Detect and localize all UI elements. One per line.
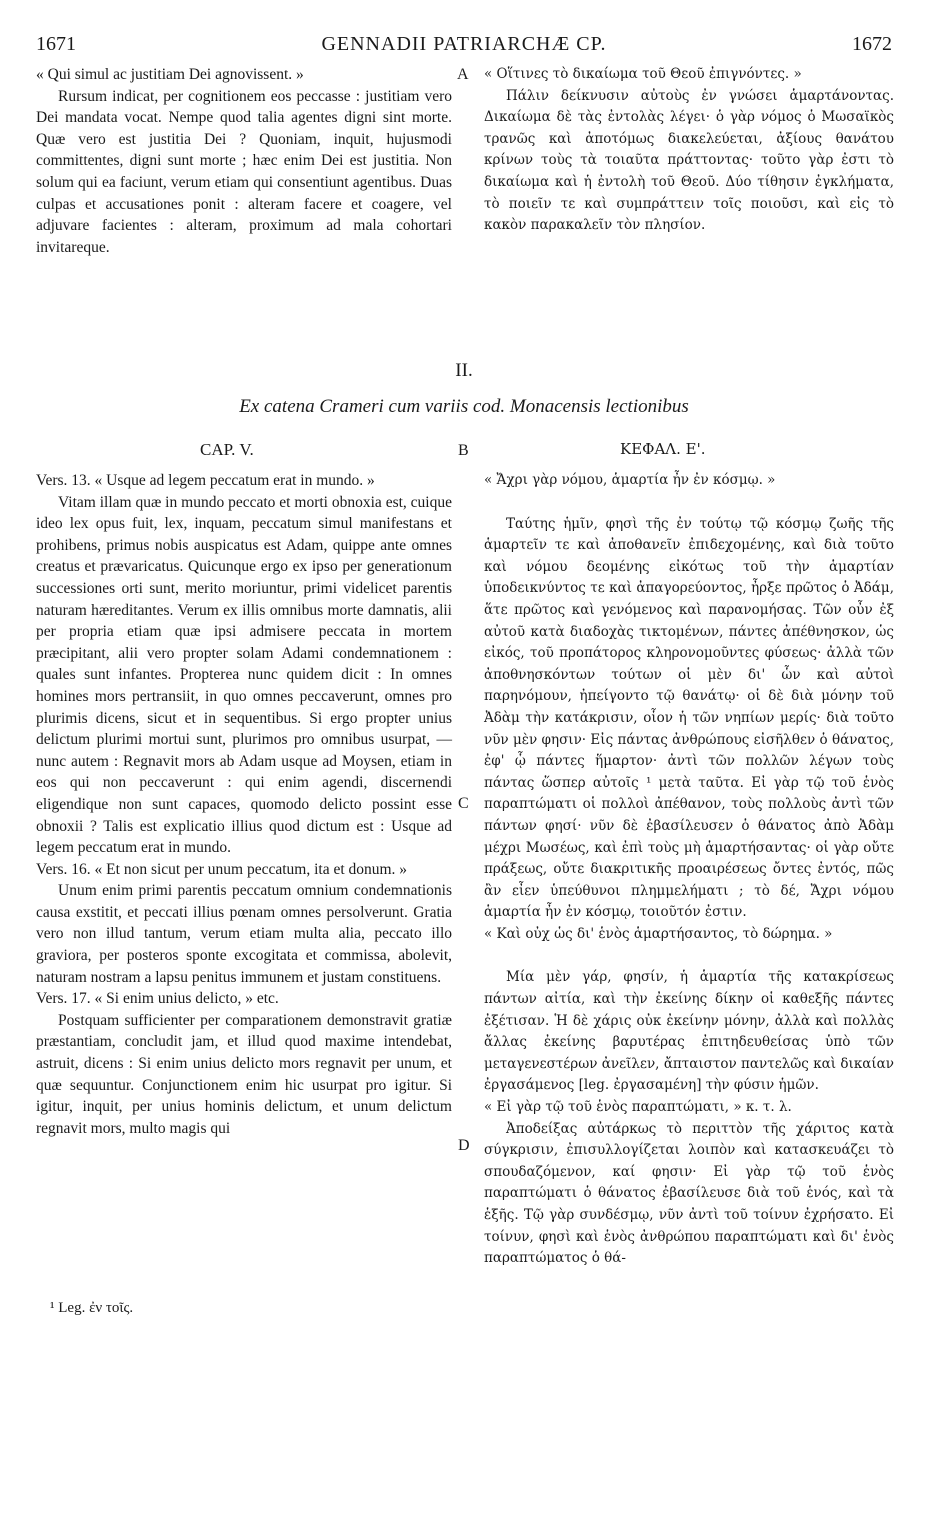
latin-paragraph: Unum enim primi parentis peccatum omnium condemnationis causa exstitit, et peccati illius pœnam omnes persolverunt. Gratia vero non illud tantum, verum etiam multa alia, peccato illo graviora, per posteros sponte excogitata et commissa, abolevit, naturam nostram a lapsu penitus immunem et justam constituens.: [36, 882, 452, 986]
running-title: GENNADII PATRIARCHÆ CP.: [321, 33, 607, 55]
latin-verse: Vers. 13. « Usque ad legem peccatum erat in mundo. »: [36, 472, 375, 489]
page-number-left: 1671: [36, 33, 76, 55]
footnote: ¹ Leg. ἐν τοῖς.: [50, 1300, 134, 1316]
page-number-right: 1672: [852, 33, 892, 55]
latin-paragraph: « Qui simul ac justitiam Dei agnovissent. »: [36, 66, 304, 83]
latin-verse: Vers. 16. « Et non sicut per unum peccatum, ita et donum. »: [36, 860, 408, 878]
greek-paragraph: Πάλιν δείκνυσιν αὐτοὺς ἐν γνώσει ἁμαρτάνοντας. Δικαίωμα δὲ τὰς ἐντολὰς λέγει· ὁ γὰρ νόμος ὁ Μωσαϊκὸς τρανῶς καὶ ἀποτόμως διακελεύεται, ἀξίους θανάτου κρίνων τοὺς τὰ τοιαῦτα πράττοντας· τοῦτο γὰρ ἐστι τὸ δικαίωμα καὶ ἡ ἐντολὴ τοῦ Θεοῦ. Δύο τίθησιν ἐγκλήματα, τὸ ποιεῖν τε καὶ συμπράττειν τοῖς ποιοῦσι, καὶ εἰς τὸ κακὸν παρακαλεῖν τὸν πλησίον.: [484, 87, 894, 234]
section-title: Ex catena Crameri cum variis cod. Monacensis lectionibus: [239, 396, 689, 417]
chapter-heading-latin: CAP. V.: [200, 440, 254, 459]
greek-paragraph: Ταύτης ἡμῖν, φησὶ τῆς ἐν τούτῳ τῷ κόσμῳ ζωῆς τῆς ἁμαρτεῖν τε καὶ ἀποθανεῖν ἐπιδεχομένης, καὶ διὰ τοῦτο καὶ νόμου δεομένης εἰκότως τοῦ τὴν ἁμαρτίαν ὑποδεικνύντος τε καὶ ἀπαγορεύοντος, ἦρξε πρῶτος ὁ Ἀδάμ, ἅτε πρῶτος καὶ γενόμενος καὶ παρανομήσας. Τῶν οὖν ἐξ αὐτοῦ κατὰ διαδοχὰς τικτομένων, πάντες ἀπέθνησκον, ὡς εἰκός, τοῦ προπάτορος κληρονομοῦντες φύσεως· ἀλλὰ τῶν ἀποθνησκόντων τούτων οἱ μὲν δι' ὧν καὶ αὐτοὶ παρηνόμουν, ἠπείγοντο τῷ θανάτῳ· οἱ δὲ διὰ μόνην τοῦ Ἀδὰμ τὴν κατάκρισιν, οἷον ἡ τῶν νηπίων μερίς· διὰ τοῦτο νῦν μὲν φησιν· Εἰς πάντας ἀνθρώπους εἰσῆλθεν ὁ θάνατος, ἐφ' ᾧ πάντες ἥμαρτον· ἀντὶ τῶν πολλῶν λέγων τοὺς πάντας ὥσπερ αὐτοῖς ¹ μετὰ ταῦτα. Εἰ γὰρ τῷ τοῦ ἑνὸς παραπτώματι οἱ πολλοὶ ἀπέθανον, τοὺς πολλοὺς ἀντὶ τῶν πάντων φησί· νῦν δὲ ἐβασίλευσεν ὁ θάνατος ἀπὸ Ἀδὰμ μέχρι Μωσέως, καὶ ἐπὶ τοὺς μὴ ἁμαρτήσαντας· οἱ γὰρ οὔτε πράξεως, οὔτε διακριτικῆς προαιρέσεως ὄντες ἐντός, πῶς ἂν εἶεν ὑπεύθυνοι πλημμελήματι ; τὸ δέ, Ἄχρι νόμου ἁμαρτία ἦν ἐν κόσμῳ, τοιοῦτόν ἐστιν.: [484, 515, 894, 921]
greek-verse: « Εἰ γὰρ τῷ τοῦ ἑνὸς παραπτώματι, » κ. τ. λ.: [484, 1099, 792, 1116]
greek-paragraph: « Οἵτινες τὸ δικαίωμα τοῦ Θεοῦ ἐπιγνόντες. »: [484, 66, 802, 82]
paragraph-gap: [484, 945, 894, 967]
margin-marker-a: A: [457, 66, 469, 83]
greek-paragraph: Μία μὲν γάρ, φησίν, ἡ ἁμαρτία τῆς κατακρίσεως πάντων αἰτία, καὶ τὴν ἐκείνης δίκην οἱ καθεξῆς πάντες ἐξέτισαν. Ἡ δὲ χάρις οὐκ ἐκείνην μόνην, ἀλλὰ καὶ πολλὰς ἄλλας ἐκείνης βαρυτέρας ἐπιτηδευθείσας ὑπὸ τῶν μεταγενεστέρων ἀνεῖλεν, ἄπταιστον παντελῶς καὶ δικαίαν ἐργασάμενος [leg. ἐργασαμένη] τὴν φύσιν ἡμῶν.: [484, 969, 894, 1094]
top-greek-column: [484, 64, 894, 237]
section-number: II.: [455, 360, 473, 381]
chapter-heading-greek: ΚΕΦΑΛ. Ε'.: [620, 440, 706, 458]
latin-paragraph: Vitam illam quæ in mundo peccato et morti obnoxia est, cuique ideo lex opus fuit, lex, inquam, peccatum simul manifestans et prohibens, primus nobis auspicatus est Adam, quippe ante omnes creatus et prævaricatus. Quicunque ergo ex ipso per generationum successiones orti sunt, merito moriuntur, primi videlicet parentis naturam hæreditantes. Verum ex illis omnibus morte damnatis, alii per propria etiam quæ ipsi admisere peccata in mortem præcipitant, alii vero propter solam Adami condemnationem : quales sunt infantes. Propterea nunc quidem dicit : In omnes homines mors pertransiit, in quo omnes peccaverunt, omnes pro plurimis dicens, sicut et in sequentibus. Si ergo propter unius delictum plurimi mortui sunt, plurimos pro omnibus usurpat, — nunc autem : Regnavit mors ab Adam usque ad Moysen, etiam in eos qui non peccaverunt : qui enim agendi, discernendi eligendique non sunt capaces, quomodo delicto possint esse obnoxii ? Talis est explicatio illius quod dictum est : Usque ad legem peccatum erat in mundo.: [36, 493, 452, 857]
paragraph-gap: [484, 492, 894, 514]
latin-column: [36, 470, 452, 1139]
top-latin-column: [36, 64, 452, 258]
greek-paragraph: Ἀποδείξας αὐτάρκως τὸ περιττὸν τῆς χάριτος κατὰ σύγκρισιν, ἐπισυλλογίζεται λοιπὸν καὶ κατασκευάζει τὸ σπουδαζόμενον, καί φησιν· Εἰ γὰρ τῷ τοῦ ἑνὸς παραπτώματι ὁ θάνατος ἐβασίλευσε διὰ τοῦ ἑνός, καὶ τὰ ἑξῆς. Τῷ γὰρ συνδέσμῳ, νῦν ἀντὶ τοῦ τοίνυν ἐχρήσατο. Εἰ τοίνυν, φησὶ καὶ ἑνὸς ἀνθρώπου παραπτώματι καὶ δι' ἑνὸς παραπτώματος ὁ θά-: [484, 1120, 894, 1267]
margin-marker-c: C: [458, 795, 469, 812]
latin-paragraph: Postquam sufficienter per comparationem demonstravit gratiæ præstantiam, concludit jam, et illud quod maxime intendebat, astruit, dicens : Si enim unius delicto mors regnavit per unum, et quæ sequuntur. Conjunctionem enim hic usurpat pro igitur. Si igitur, inquit, per unius hominis delictum, et unum delictum regnavit mors, multo magis qui: [36, 1011, 452, 1137]
latin-verse: Vers. 17. « Si enim unius delicto, » etc.: [36, 990, 279, 1008]
latin-paragraph: Rursum indicat, per cognitionem eos peccasse : justitiam vero Dei mandata vocat. Nempe quod talia agentes digni sint morte. Quæ vero est justitia Dei ? Quoniam, inquit, hujusmodi committentes, digni sunt morte ; hæc enim Dei est justitia. Non solum qui ea faciunt, verum etiam qui consentiunt agentibus. Duas culpas et accusationes ponit : alteram facere et coagere, vel adjuvare facientes : alteram, proximum ad mala cohortari invitareque.: [36, 87, 452, 256]
margin-marker-d: D: [458, 1137, 470, 1154]
greek-verse: « Ἄχρι γὰρ νόμου, ἁμαρτία ἦν ἐν κόσμῳ. »: [484, 472, 776, 488]
margin-marker-b: B: [458, 442, 469, 459]
greek-column: [484, 470, 894, 1270]
greek-verse: « Καὶ οὐχ ὡς δι' ἑνὸς ἁμαρτήσαντος, τὸ δώρημα. »: [484, 925, 833, 942]
